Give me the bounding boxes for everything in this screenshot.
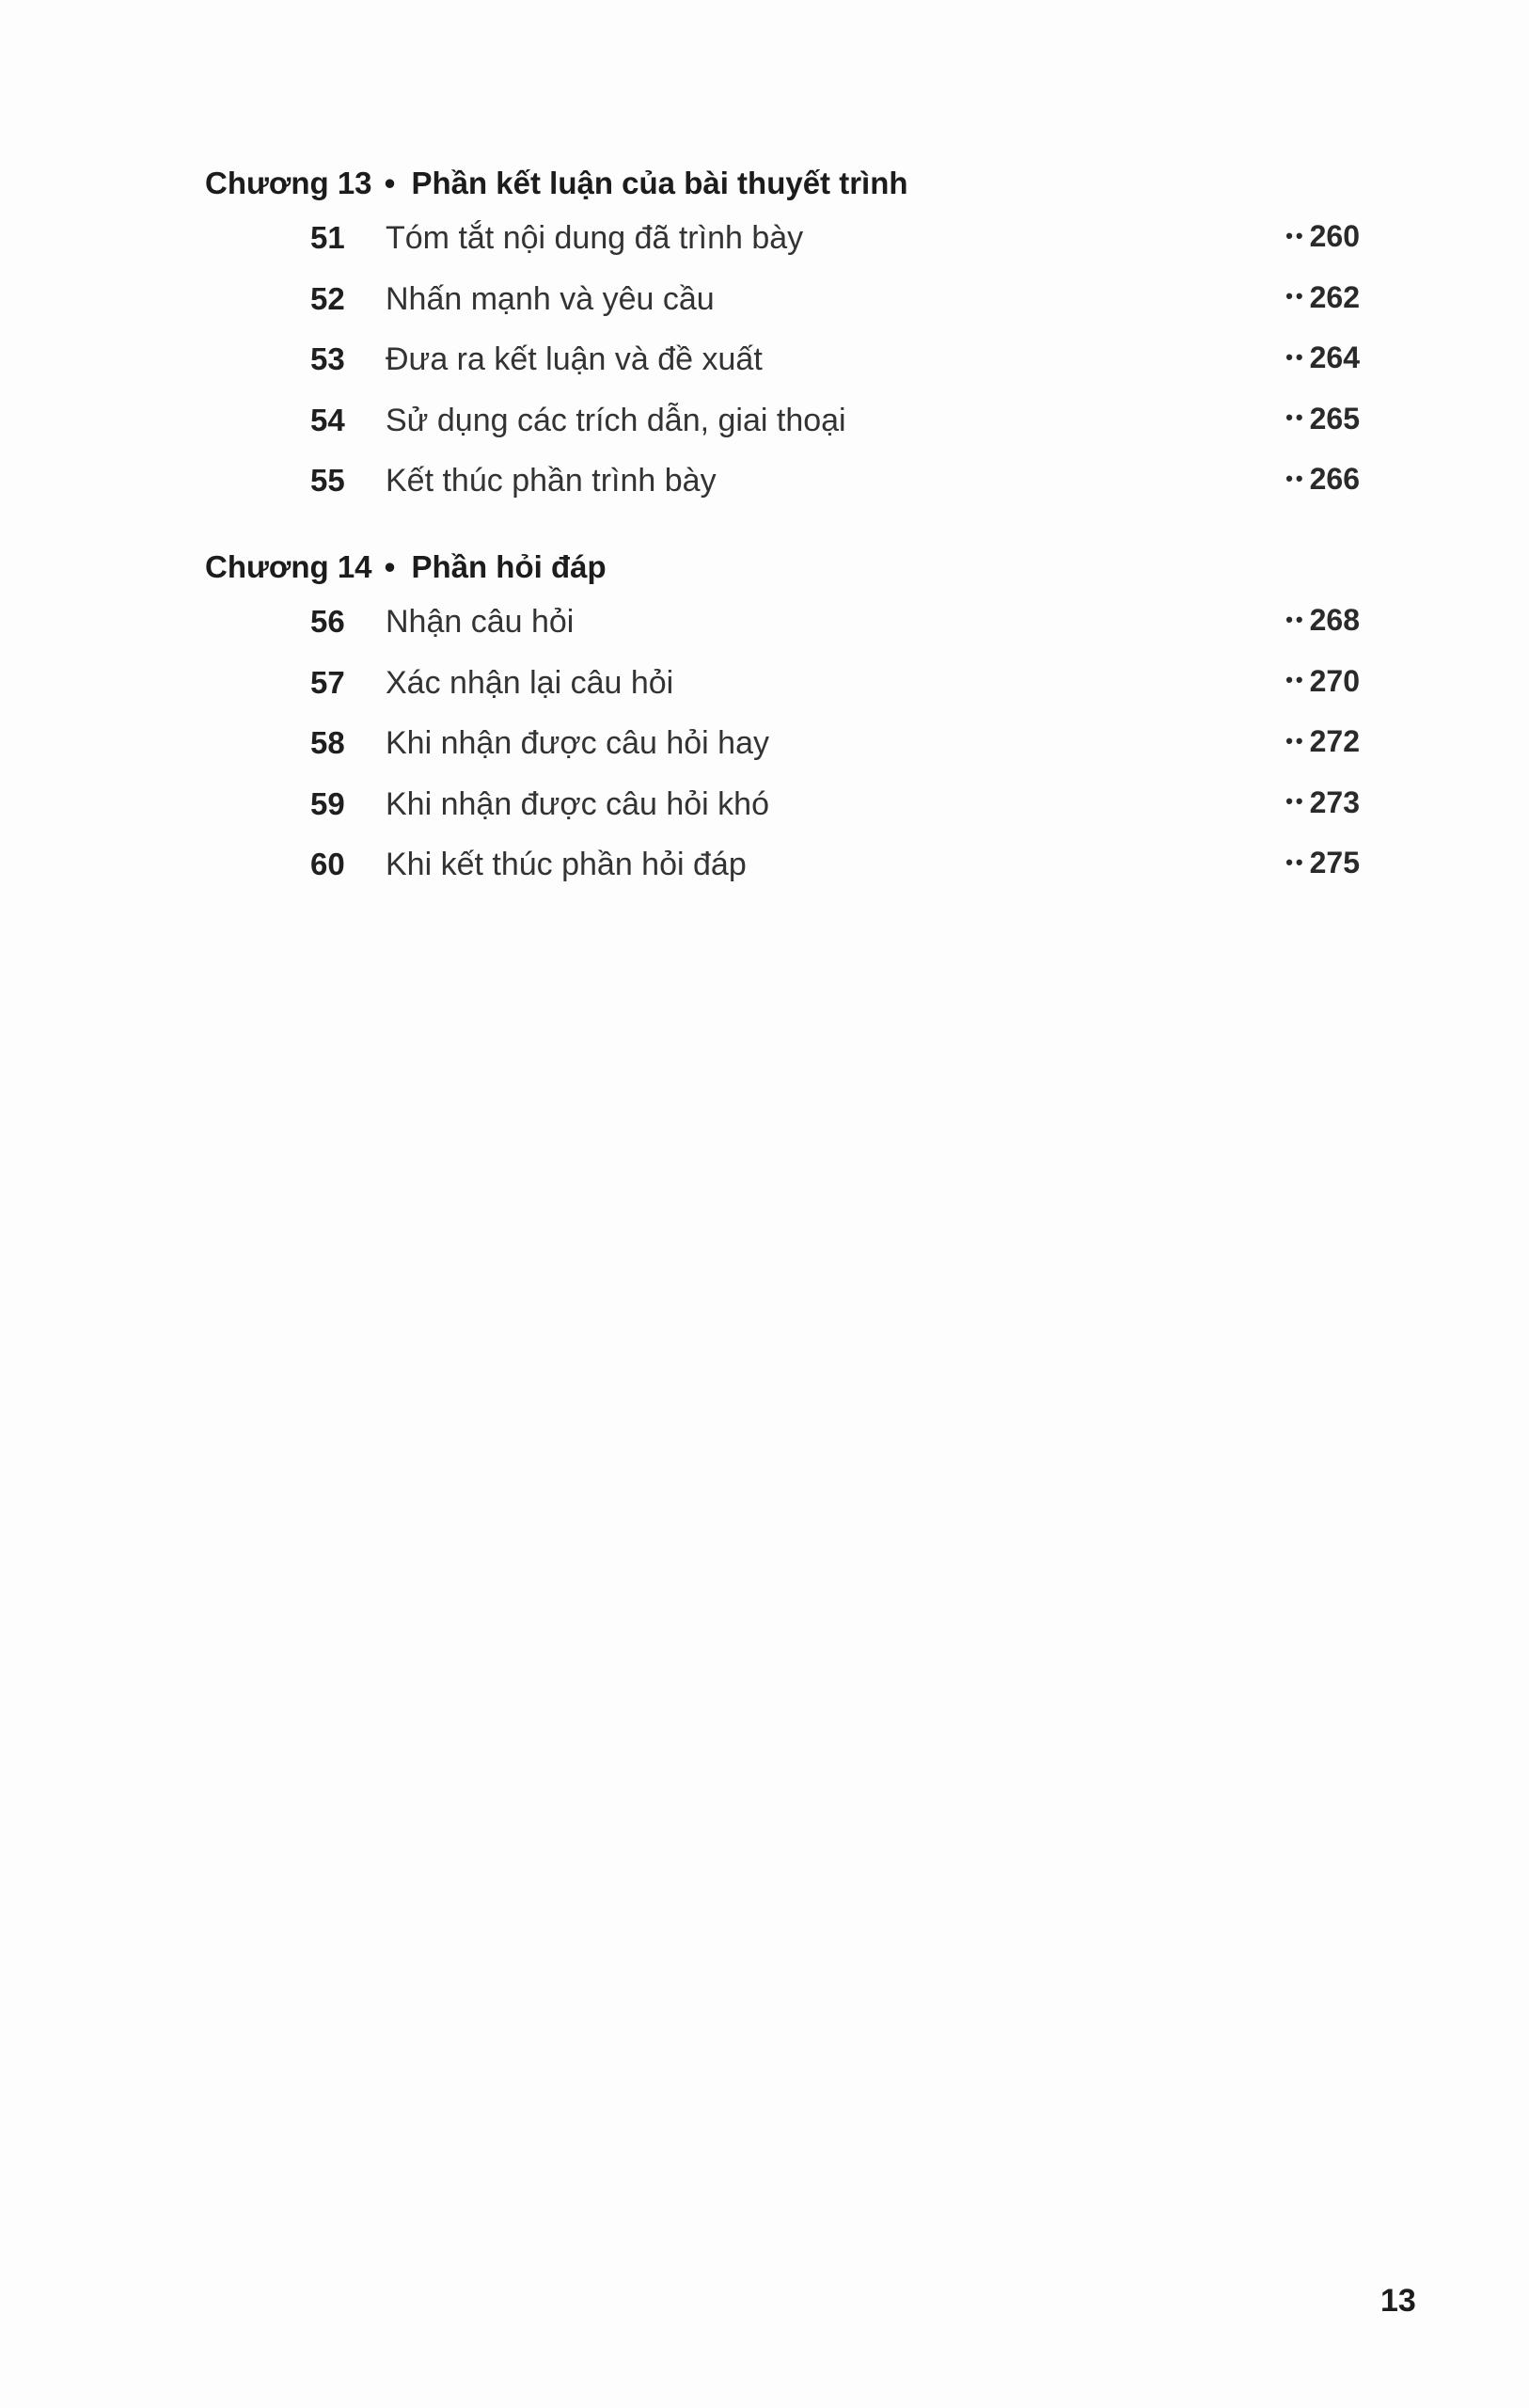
entry-number: 51: [310, 220, 345, 255]
entry-title: Sử dụng các trích dẫn, giai thoại: [386, 402, 846, 438]
entry-page-ref: [1285, 662, 1360, 703]
entry-title: Kết thúc phần trình bày: [386, 463, 717, 499]
chapter-separator: •: [384, 166, 396, 200]
chapter-title: Phần hỏi đáp: [411, 549, 607, 584]
entry-number: 55: [310, 463, 345, 498]
entry-page: 266: [1309, 462, 1360, 496]
entry-page-ref: [1285, 722, 1360, 763]
toc-entry[interactable]: [205, 206, 1380, 267]
leader-dots: ••: [1285, 849, 1306, 874]
chapter-label: Chương 14: [205, 549, 372, 584]
toc-entry[interactable]: [205, 711, 1380, 772]
entry-page: 262: [1309, 279, 1360, 314]
entry-page: 265: [1309, 401, 1360, 436]
entry-number: 59: [310, 785, 345, 821]
entry-title: Khi nhận được câu hỏi hay: [386, 725, 769, 761]
entry-page-ref: [1285, 601, 1360, 642]
toc-entry[interactable]: [205, 590, 1380, 651]
entry-title: Nhấn mạnh và yêu cầu: [386, 280, 715, 317]
chapter-heading: [205, 548, 1380, 586]
entry-page-ref: [1285, 217, 1360, 258]
entry-page: 270: [1309, 663, 1360, 698]
entry-page-ref: [1285, 278, 1360, 319]
entry-title: Xác nhận lại câu hỏi: [386, 664, 674, 701]
entry-page-ref: [1285, 339, 1360, 379]
entry-page-ref: [1285, 400, 1360, 440]
toc-entry[interactable]: [205, 327, 1380, 388]
toc-entry[interactable]: [205, 388, 1380, 450]
entry-title: Tóm tắt nội dung đã trình bày: [386, 220, 804, 256]
entry-page: 264: [1309, 341, 1360, 374]
entry-number: 58: [310, 725, 345, 760]
entry-page: 273: [1309, 784, 1360, 819]
entry-page: 268: [1309, 603, 1360, 637]
chapter-separator: •: [384, 549, 396, 584]
chapter-13-section: [205, 165, 1380, 510]
leader-dots: ••: [1285, 344, 1306, 369]
toc-entry[interactable]: [205, 651, 1380, 712]
entry-number: 56: [310, 604, 345, 639]
entry-page: 272: [1309, 724, 1360, 758]
entry-title: Đưa ra kết luận và đề xuất: [386, 341, 763, 377]
entry-page-ref: [1285, 844, 1360, 884]
entry-number: 57: [310, 664, 345, 700]
entry-number: 52: [310, 280, 345, 316]
toc-entry[interactable]: [205, 832, 1380, 894]
entry-page: 275: [1309, 846, 1360, 879]
entry-page-ref: [1285, 784, 1360, 824]
entry-list: [205, 590, 1380, 894]
leader-dots: ••: [1285, 405, 1306, 430]
entry-title: Khi kết thúc phần hỏi đáp: [386, 847, 747, 882]
entry-page-ref: [1285, 460, 1360, 500]
leader-dots: ••: [1285, 223, 1306, 247]
entry-number: 54: [310, 402, 345, 437]
chapter-heading: [205, 165, 1380, 202]
entry-title: Nhận câu hỏi: [386, 604, 575, 640]
leader-dots: ••: [1285, 728, 1306, 752]
entry-list: [205, 206, 1380, 510]
chapter-title: Phần kết luận của bài thuyết trình: [411, 166, 908, 200]
leader-dots: ••: [1285, 284, 1306, 309]
entry-title: Khi nhận được câu hỏi khó: [386, 785, 769, 822]
entry-number: 60: [310, 847, 345, 881]
leader-dots: ••: [1285, 607, 1306, 631]
toc-entry[interactable]: [205, 267, 1380, 328]
toc-entry[interactable]: [205, 449, 1380, 510]
chapter-label: Chương 13: [205, 166, 372, 200]
entry-number: 53: [310, 341, 345, 376]
entry-page: 260: [1309, 219, 1360, 253]
toc-entry[interactable]: [205, 772, 1380, 833]
leader-dots: ••: [1285, 789, 1306, 814]
leader-dots: ••: [1285, 668, 1306, 692]
chapter-14-section: [205, 548, 1380, 894]
page-number: 13: [1380, 2283, 1416, 2319]
leader-dots: ••: [1285, 466, 1306, 490]
